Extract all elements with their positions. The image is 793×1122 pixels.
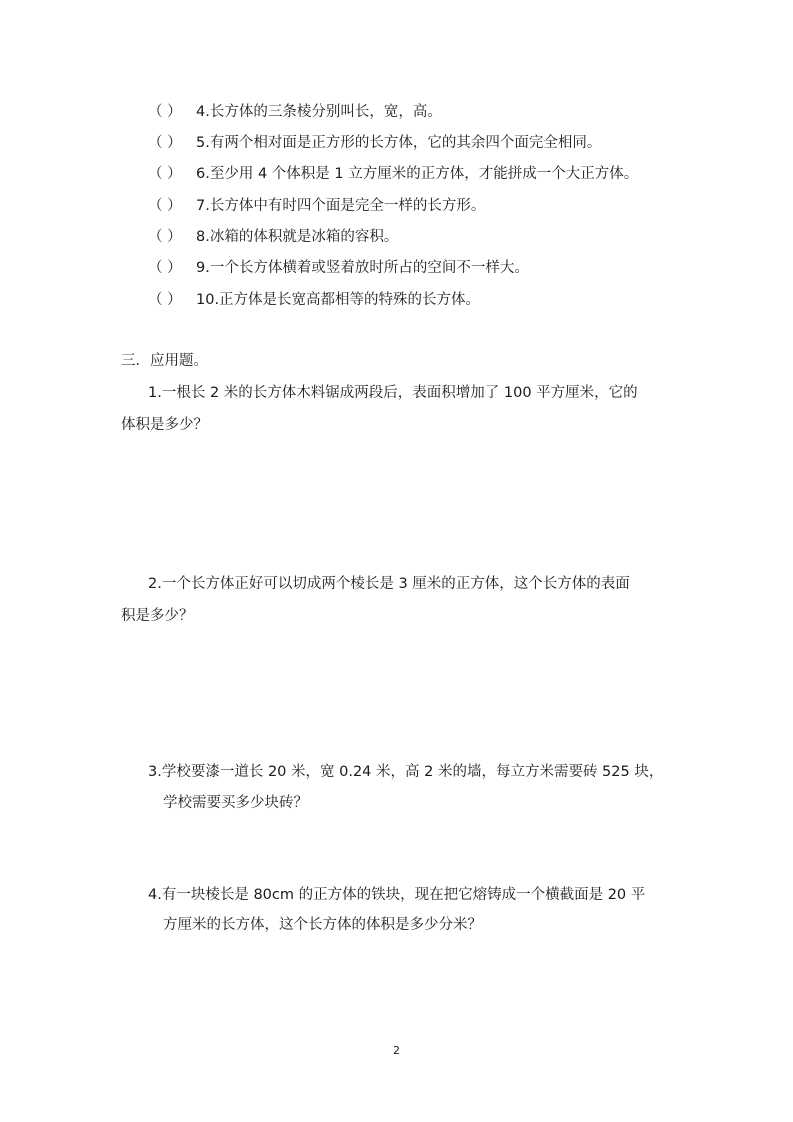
problem-4-line2: 方厘米的长方体，这个长方体的体积是多少分米？ bbox=[163, 917, 482, 933]
problem-2-line1: 2.一个长方体正好可以切成两个棱长是 3 厘米的正方体，这个长方体的表面 bbox=[148, 576, 630, 592]
answer-paren[interactable]: （ ） bbox=[148, 104, 182, 120]
judgment-item-6 bbox=[148, 164, 638, 184]
answer-paren[interactable]: （ ） bbox=[148, 229, 182, 245]
answer-paren[interactable]: （ ） bbox=[148, 135, 182, 151]
judgment-text: 6.至少用 4 个体积是 1 立方厘米的正方体，才能拼成一个大正方体。 bbox=[196, 166, 639, 182]
judgment-text: 4.长方体的三条棱分别叫长，宽，高。 bbox=[196, 104, 442, 120]
problem-4-line1: 4.有一块棱长是 80cm 的正方体的铁块，现在把它熔铸成一个横截面是 20 平 bbox=[148, 887, 646, 903]
answer-paren[interactable]: （ ） bbox=[148, 292, 182, 308]
judgment-item-9 bbox=[148, 258, 529, 278]
problem-3-line2: 学校需要买多少块砖？ bbox=[163, 795, 308, 811]
problem-3-line1: 3.学校要漆一道长 20 米，宽 0.24 米，高 2 米的墙，每立方米需要砖 525 块， bbox=[148, 764, 664, 780]
judgment-item-4 bbox=[148, 102, 442, 122]
judgment-item-10 bbox=[148, 290, 480, 310]
answer-paren[interactable]: （ ） bbox=[148, 166, 182, 182]
judgment-text: 9.一个长方体横着或竖着放时所占的空间不一样大。 bbox=[196, 260, 529, 276]
problem-1-line1: 1.一根长 2 米的长方体木料锯成两段后，表面积增加了 100 平方厘米，它的 bbox=[148, 385, 638, 401]
judgment-text: 8.冰箱的体积就是冰箱的容积。 bbox=[196, 229, 399, 245]
judgment-text: 7.长方体中有时四个面是完全一样的长方形。 bbox=[196, 198, 486, 214]
page-number: 2 bbox=[393, 1044, 400, 1057]
problem-1-line2: 体积是多少？ bbox=[121, 417, 208, 433]
problem-2-line2: 积是多少？ bbox=[121, 608, 194, 624]
section-title: 三．应用题。 bbox=[121, 353, 208, 369]
judgment-item-8 bbox=[148, 227, 398, 247]
judgment-item-5 bbox=[148, 133, 601, 153]
judgment-text: 10.正方体是长宽高都相等的特殊的长方体。 bbox=[196, 292, 481, 308]
judgment-item-7 bbox=[148, 196, 485, 216]
answer-paren[interactable]: （ ） bbox=[148, 198, 182, 214]
judgment-text: 5.有两个相对面是正方形的长方体，它的其余四个面完全相同。 bbox=[196, 135, 602, 151]
answer-paren[interactable]: （ ） bbox=[148, 260, 182, 276]
